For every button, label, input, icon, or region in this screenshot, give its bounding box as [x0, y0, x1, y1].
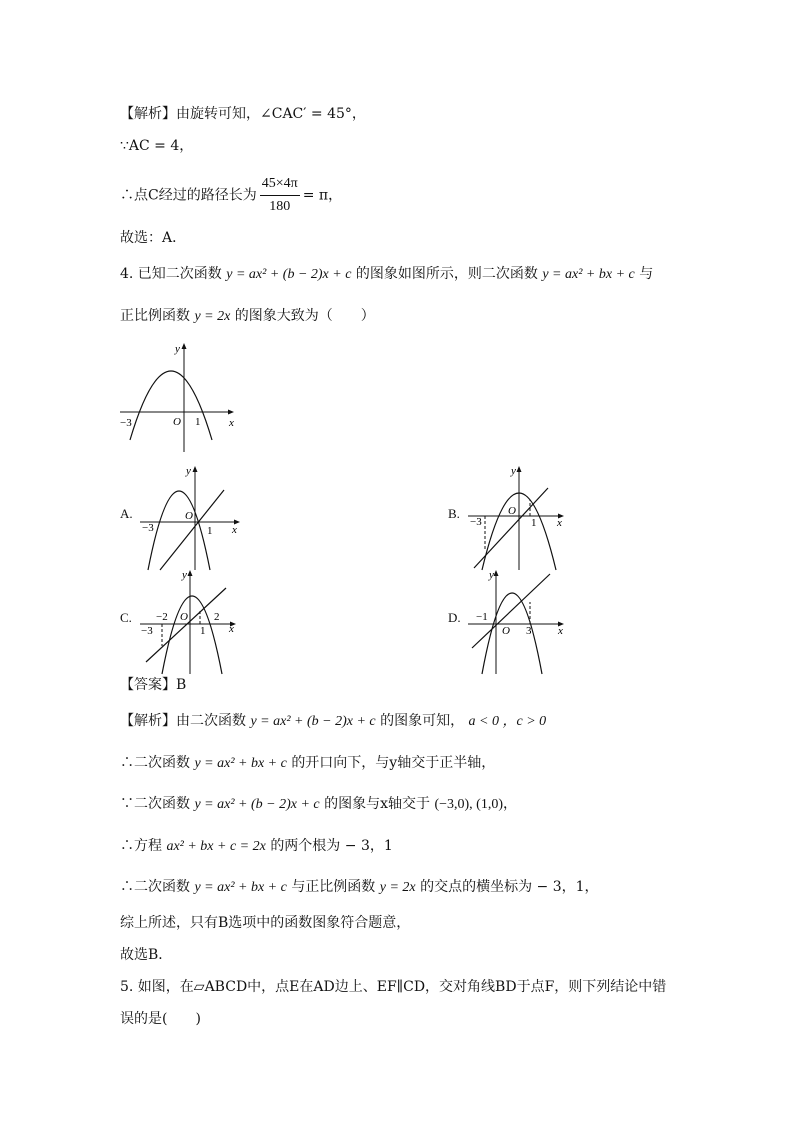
b-origin-label: O: [508, 505, 516, 517]
q4-middle: 的图象如图所示，则二次函数: [355, 266, 538, 282]
q4-line2-formula: y = 2x: [194, 309, 231, 324]
q3-ac-text: ∵AC = 4，: [120, 138, 194, 154]
q4s-l4-suffix: 的两个根为 − 3，1: [270, 838, 393, 854]
d-neg1-label: −1: [476, 611, 488, 623]
q3-solution-line1: [120, 104, 366, 124]
q4s-l3-formula: y = ax² + (b − 2)x + c: [194, 797, 320, 812]
a-x-label: x: [232, 524, 237, 536]
q4s-l5-suffix: 的交点的横坐标为 − 3，1，: [420, 879, 599, 895]
d-y-arrow: [494, 570, 499, 576]
main-x-arrow: [228, 410, 234, 415]
q4s-l6-text: 综上所述，只有B选项中的函数图象符合题意，: [120, 915, 411, 931]
q3-fraction-numerator: 45×4π: [260, 174, 300, 196]
d-origin-label: O: [502, 625, 510, 637]
a-y-label: y: [186, 465, 191, 477]
a-origin-label: O: [185, 510, 193, 522]
q4-formula2: y = ax² + bx + c: [542, 267, 635, 282]
q4s-l5-formula2: y = 2x: [379, 880, 416, 895]
b-left-label: −3: [470, 516, 482, 528]
q5-l2-text: 误的是( ): [120, 1011, 201, 1027]
c-origin-label: O: [180, 611, 188, 623]
option-d-graph: [466, 566, 576, 676]
c-pos2-label: 2: [214, 611, 220, 623]
answer-label: 【答案】: [120, 677, 176, 693]
q4-main-graph: [118, 340, 248, 452]
q4-solution-line5: [120, 877, 599, 898]
q4-formula1: y = ax² + (b − 2)x + c: [226, 267, 352, 282]
a-parabola: [148, 491, 210, 570]
q4s-l4-prefix: ∴方程: [120, 838, 162, 854]
d-pos3-label: 3: [526, 625, 532, 637]
q4s-l7-text: 故选B．: [120, 947, 173, 963]
q4-stem-line1: [120, 264, 653, 285]
q4-answer-line: [120, 675, 186, 695]
option-c-label: C.: [120, 610, 132, 625]
q4s-l1-middle: 的图象可知，: [380, 713, 465, 729]
q3-choice-text: 故选：A．: [120, 230, 187, 246]
q3-solution-line3: [120, 174, 342, 217]
q3-path-suffix: = π，: [302, 187, 343, 204]
q3-solution-line4: [120, 228, 186, 248]
q3-rotation-text: 由旋转可知，∠CAC′ = 45°，: [176, 106, 366, 122]
b-x-label: x: [557, 517, 562, 529]
c-neg3-label: −3: [141, 625, 153, 637]
d-x-label: x: [558, 625, 563, 637]
q4s-l5-formula1: y = ax² + bx + c: [194, 880, 287, 895]
q4s-l3-points: (−3,0), (1,0)，: [434, 797, 517, 812]
b-y-arrow: [517, 466, 522, 472]
q4s-l5-middle: 与正比例函数: [291, 879, 376, 895]
q3-path-prefix: ∴点C经过的路径长为: [120, 187, 257, 204]
c-y-label: y: [182, 569, 187, 581]
c-neg2-label: −2: [156, 611, 168, 623]
q4-solution-line2: [120, 753, 495, 774]
q4s-l2-prefix: ∴二次函数: [120, 755, 190, 771]
main-y-label: y: [175, 343, 180, 355]
main-left-root-label: −3: [120, 417, 132, 429]
q4-solution-line4: [120, 836, 393, 857]
q3-fraction: [260, 174, 300, 217]
option-b-label: B.: [448, 506, 460, 521]
main-origin-label: O: [173, 416, 181, 428]
q5-stem-line1: [120, 977, 666, 997]
q4-solution-line7: [120, 945, 172, 965]
q4s-l2-suffix: 的开口向下，与y轴交于正半轴，: [291, 755, 496, 771]
c-parabola: [162, 596, 222, 674]
c-y-arrow: [188, 570, 193, 576]
q4-solution-line3: [120, 794, 517, 815]
q4-solution-line1: [120, 711, 546, 732]
main-parabola: [130, 371, 212, 440]
q4-line2-prefix: 正比例函数: [120, 308, 190, 324]
option-b-graph: [466, 462, 576, 572]
main-y-arrow: [182, 343, 187, 349]
q4-line2-suffix: 的图象大致为（ ）: [234, 308, 375, 324]
q4-suffix: 与: [639, 266, 654, 282]
q4s-l4-formula: ax² + bx + c = 2x: [166, 839, 266, 854]
b-right-label: 1: [531, 517, 537, 529]
option-a-label: A.: [120, 506, 133, 521]
q4s-l5-prefix: ∴二次函数: [120, 879, 190, 895]
d-parabola: [482, 593, 542, 674]
q4s-l1-formula: y = ax² + (b − 2)x + c: [250, 714, 376, 729]
answer-value: B: [176, 677, 187, 693]
main-right-root-label: 1: [195, 416, 201, 428]
q3-solution-line2: [120, 136, 193, 156]
q4s-l3-prefix: ∵二次函数: [120, 796, 190, 812]
main-x-label: x: [229, 417, 234, 429]
b-y-label: y: [511, 465, 516, 477]
q4s-l1-prefix: 由二次函数: [176, 713, 246, 729]
a-left-label: −3: [142, 522, 154, 534]
q4-stem-line2: [120, 306, 375, 327]
solution-label: 【解析】: [120, 713, 176, 729]
a-right-label: 1: [207, 525, 213, 537]
option-c-graph: [138, 566, 248, 676]
q4s-l1-conditions: a < 0 ，c > 0: [468, 714, 547, 729]
c-x-label: x: [229, 623, 234, 635]
q4s-l2-formula: y = ax² + bx + c: [194, 756, 287, 771]
q4s-l3-middle: 的图象与x轴交于: [324, 796, 430, 812]
option-d-label: D.: [448, 610, 461, 625]
q4-prefix: 4. 已知二次函数: [120, 266, 222, 282]
q4-solution-line6: [120, 913, 410, 933]
q3-fraction-denominator: 180: [269, 199, 291, 214]
c-pos1-label: 1: [200, 625, 206, 637]
option-a-graph: [138, 462, 248, 572]
d-y-label: y: [489, 569, 494, 581]
q5-stem-line2: [120, 1009, 201, 1029]
solution-label: 【解析】: [120, 106, 176, 122]
a-y-arrow: [193, 466, 198, 472]
q5-l1-text: 5. 如图，在▱ABCD中，点E在AD边上、EF∥CD，交对角线BD于点F，则下列结论中错: [120, 979, 667, 995]
a-line: [160, 490, 224, 570]
